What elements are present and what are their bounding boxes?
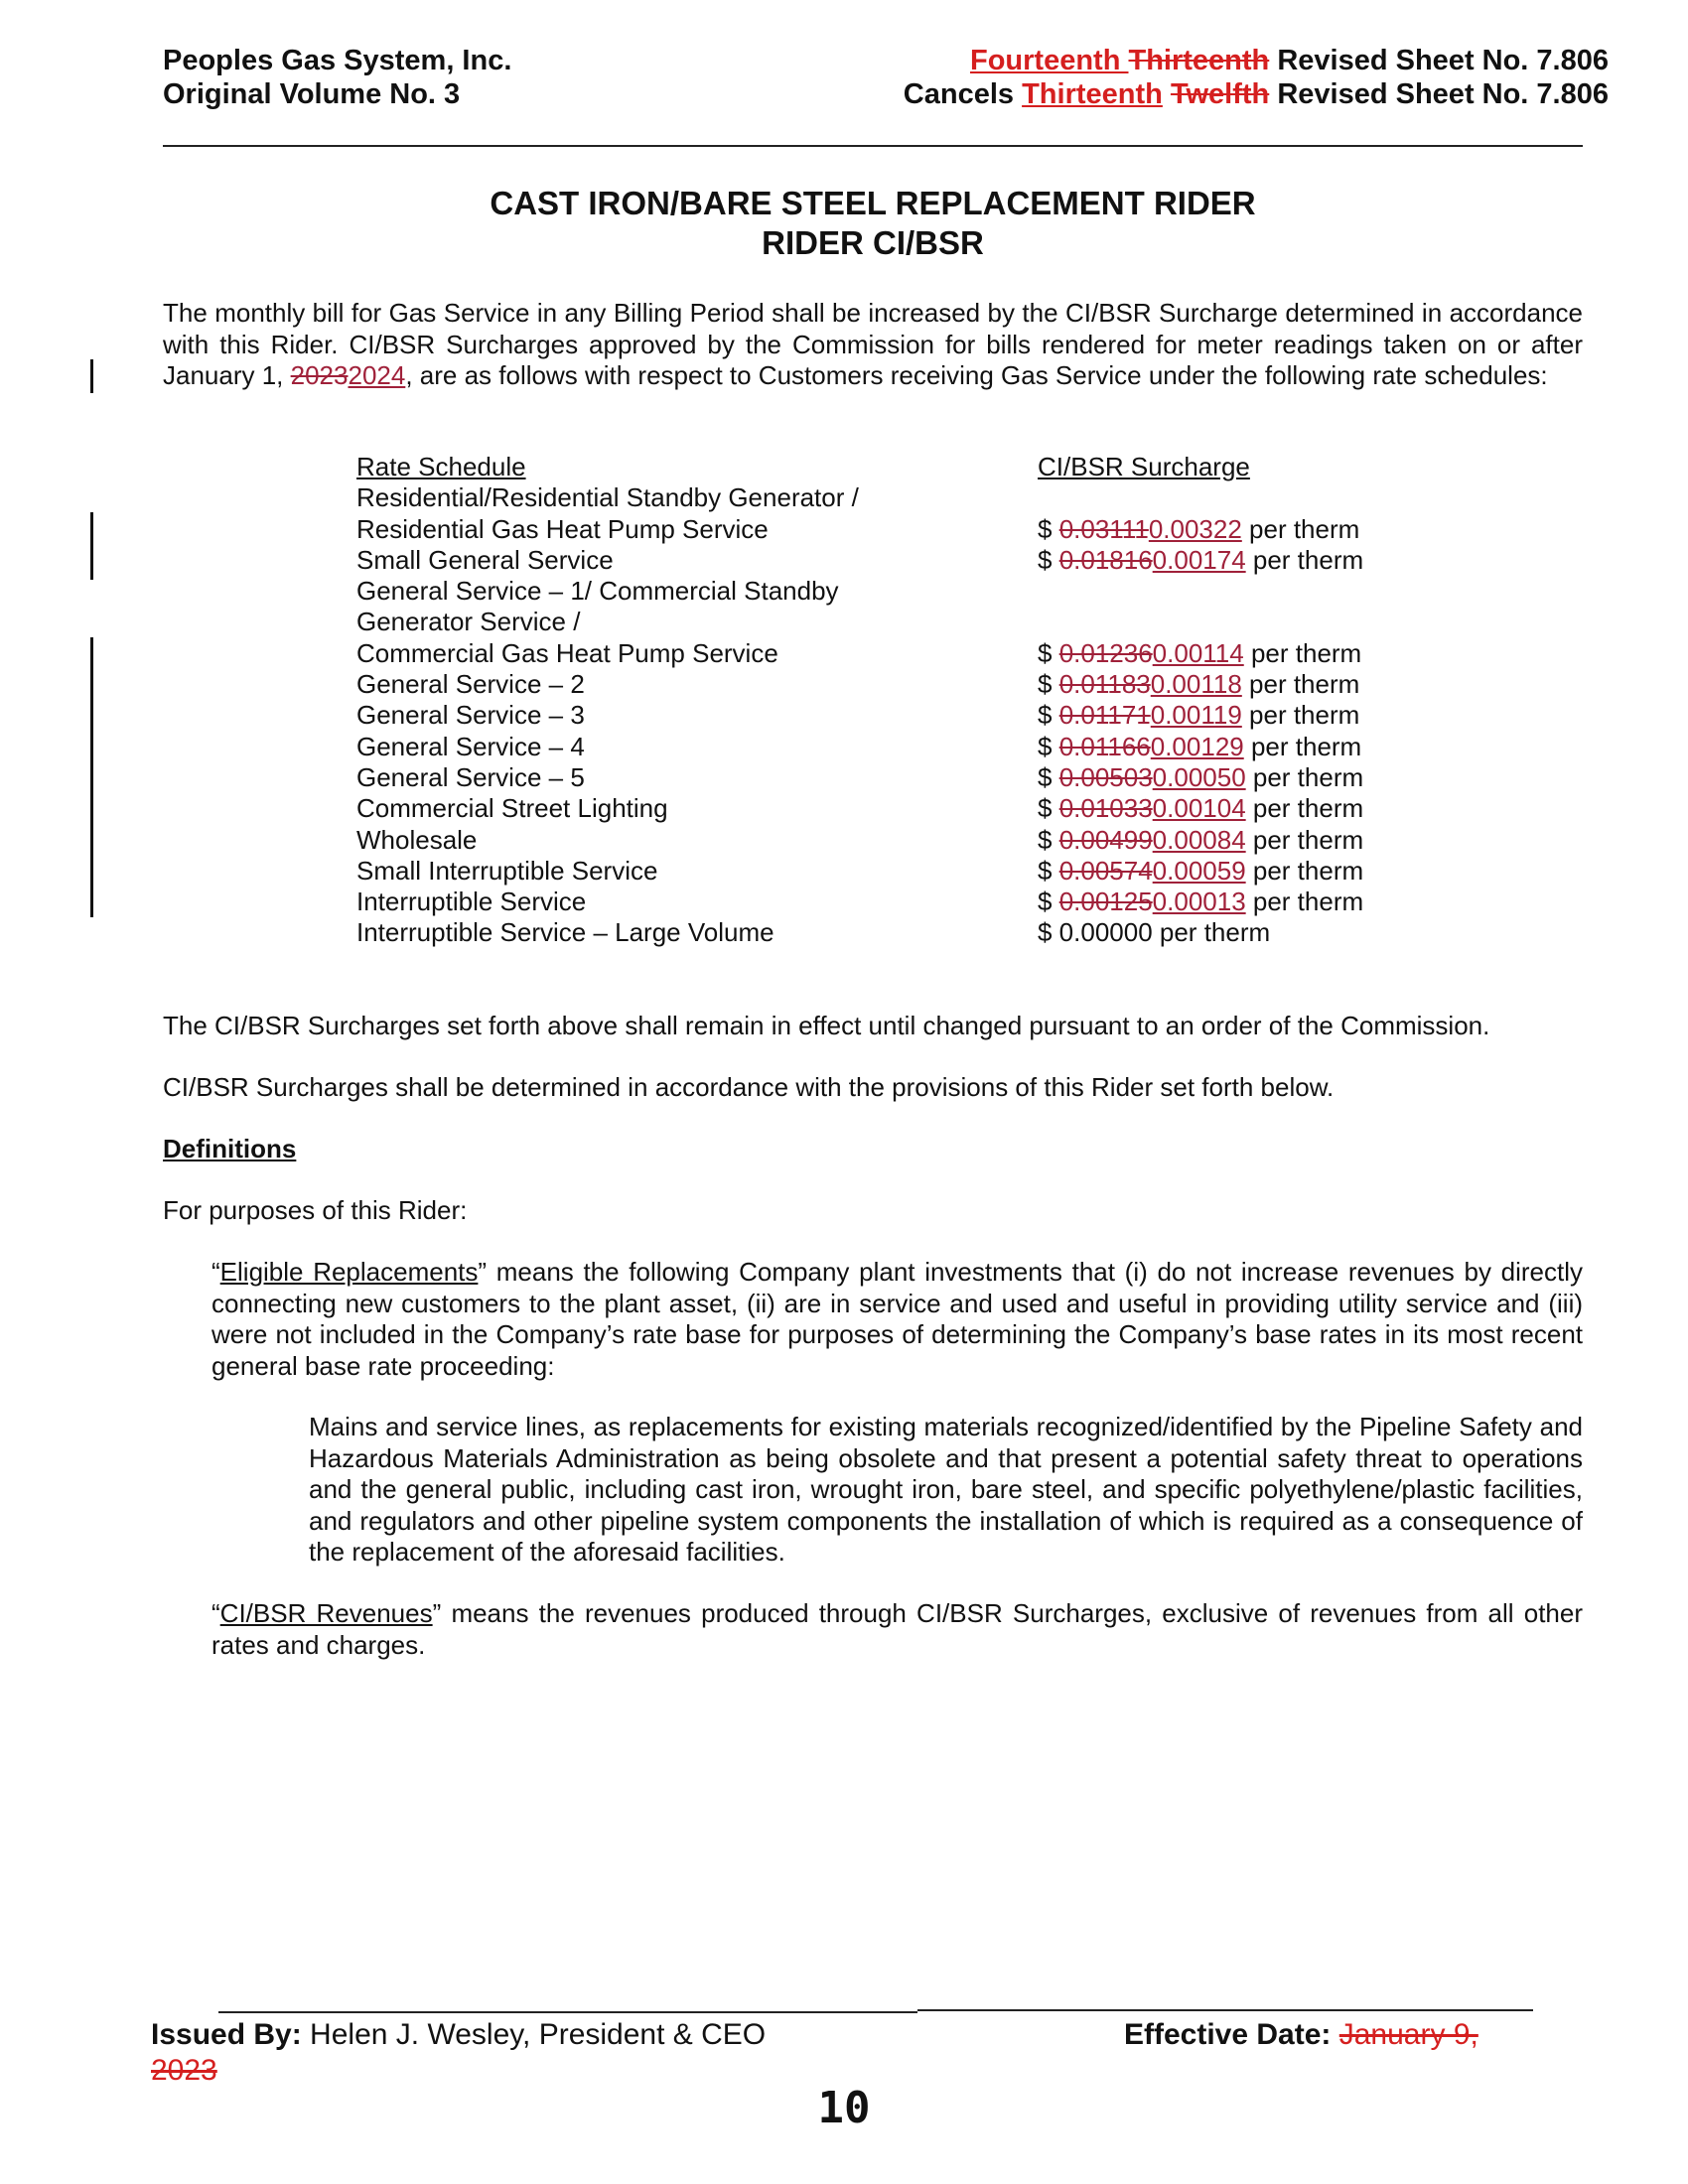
intro-text-2: , are as follows with respect to Customers receiving Gas Service under the following rate schedules: xyxy=(405,360,1548,390)
surcharge-new: 0.00118 xyxy=(1150,669,1242,700)
purposes-line: For purposes of this Rider: xyxy=(163,1195,468,1225)
page-title: CAST IRON/BARE STEEL REPLACEMENT RIDER xyxy=(490,185,1256,221)
surcharge-old: 0.01033 xyxy=(1058,793,1153,824)
surcharge-dollar: $ xyxy=(1038,793,1059,824)
sheet-number xyxy=(970,44,1609,77)
revenues-text: ” means the revenues produced through CI/BSR Surcharges, exclusive of revenues from all other rates and charges. xyxy=(211,1598,1583,1660)
surcharge-cell xyxy=(1038,669,1359,700)
revenues-term: CI/BSR Revenues xyxy=(219,1598,433,1628)
rate-schedule-cell: Small General Service xyxy=(356,544,614,575)
rate-schedule-cell: General Service – 1/ Commercial Standby xyxy=(356,576,839,607)
surcharge-cell xyxy=(1038,545,1363,576)
surcharge-unit: per therm xyxy=(1243,637,1362,668)
surcharge-old: 0.01166 xyxy=(1058,731,1151,761)
surcharge-unit: per therm xyxy=(1245,887,1364,917)
intro-paragraph xyxy=(163,298,1583,392)
surcharge-cell xyxy=(1038,793,1363,824)
rate-schedule-cell: General Service – 2 xyxy=(356,669,585,700)
cancels-inserted-ordinal: Thirteenth xyxy=(1022,78,1163,110)
sheet-deleted-ordinal: Thirteenth xyxy=(1128,45,1270,76)
rate-schedule-cell: Interruptible Service xyxy=(356,887,587,917)
eligible-term: Eligible Replacements xyxy=(219,1257,479,1287)
surcharge-new: 0.00174 xyxy=(1152,544,1246,575)
rate-schedule-cell: Residential/Residential Standby Generator / xyxy=(356,482,859,513)
surcharge-dollar: $ 0.00000 per therm xyxy=(1038,917,1271,948)
rate-schedule-cell: Residential Gas Heat Pump Service xyxy=(356,513,769,544)
rate-table-row xyxy=(356,482,1449,513)
page-subtitle: RIDER CI/BSR xyxy=(762,224,984,261)
revision-bar xyxy=(90,512,93,580)
surcharge-unit: per therm xyxy=(1241,700,1360,731)
rate-table-row xyxy=(356,576,1449,607)
determined-paragraph: CI/BSR Surcharges shall be determined in accordance with the provisions of this Rider set forth below. xyxy=(163,1072,1335,1102)
surcharge-dollar: $ xyxy=(1038,637,1059,668)
rate-table-row xyxy=(356,545,1449,576)
surcharge-dollar: $ xyxy=(1038,855,1059,886)
issued-name: Helen J. Wesley, President & CEO xyxy=(301,2018,767,2051)
rate-table-row xyxy=(356,917,1449,948)
surcharge-old: 0.00574 xyxy=(1058,855,1153,886)
effective-date xyxy=(1124,2017,1478,2053)
effective-date-deleted: January 9, xyxy=(1338,2018,1478,2051)
rate-schedule-cell: Wholesale xyxy=(356,824,478,855)
surcharge-new: 0.00129 xyxy=(1150,731,1244,761)
rate-schedule-cell: Small Interruptible Service xyxy=(356,855,658,886)
surcharge-dollar: $ xyxy=(1038,513,1059,544)
rate-schedule-cell: Commercial Gas Heat Pump Service xyxy=(356,637,778,668)
surcharge-cell xyxy=(1038,700,1359,731)
surcharge-unit: per therm xyxy=(1245,855,1364,886)
surcharge-dollar: $ xyxy=(1038,669,1059,700)
surcharge-unit: per therm xyxy=(1245,793,1364,824)
surcharge-new: 0.00084 xyxy=(1152,824,1246,855)
surcharge-cell xyxy=(1038,638,1361,669)
rate-schedule-cell: General Service – 5 xyxy=(356,761,585,792)
volume-number: Original Volume No. 3 xyxy=(163,78,461,110)
issued-by xyxy=(151,2017,766,2053)
surcharge-dollar: $ xyxy=(1038,887,1059,917)
surcharge-old: 0.01171 xyxy=(1058,700,1151,731)
surcharge-dollar: $ xyxy=(1038,544,1059,575)
page-number: 10 xyxy=(817,2083,871,2133)
surcharge-old: 0.01183 xyxy=(1058,669,1151,700)
col-rate-schedule: Rate Schedule xyxy=(356,452,526,481)
rate-table-row xyxy=(356,793,1449,824)
rate-table-row xyxy=(356,700,1449,731)
rate-table-row xyxy=(356,669,1449,700)
surcharge-old: 0.01236 xyxy=(1058,637,1153,668)
surcharge-cell xyxy=(1038,762,1363,793)
mains-paragraph: Mains and service lines, as replacements for existing materials recognized/identified by the Pipeline Safety and Hazardous Materials Administration as being obsolete and that present a potential safety threat to operations and the general public, including cast iron, wrought iron, bare steel, and specific polyethylene/plastic facilities, and regulators and other pipeline system components the installation of which is required as a consequence of the replacement of the aforesaid facilities. xyxy=(309,1412,1583,1567)
surcharge-new: 0.00059 xyxy=(1152,855,1246,886)
surcharge-cell xyxy=(1038,856,1363,887)
surcharge-dollar: $ xyxy=(1038,824,1059,855)
rate-schedule-cell: General Service – 4 xyxy=(356,731,585,761)
rate-schedule-cell: Commercial Street Lighting xyxy=(356,793,668,824)
eligible-open-quote: “ xyxy=(211,1257,220,1287)
revision-bar xyxy=(90,637,93,917)
surcharge-unit: per therm xyxy=(1241,669,1360,700)
company-name: Peoples Gas System, Inc. xyxy=(163,45,512,76)
cancels-prefix: Cancels xyxy=(903,78,1023,110)
surcharge-old: 0.00499 xyxy=(1058,824,1153,855)
footer-rule-right xyxy=(917,2009,1533,2011)
cancels-deleted-ordinal: Twelfth xyxy=(1170,78,1270,110)
surcharge-unit: per therm xyxy=(1245,544,1364,575)
issued-label: Issued By: xyxy=(151,2018,302,2051)
rate-table-row xyxy=(356,856,1449,887)
surcharge-unit: per therm xyxy=(1241,513,1360,544)
header-rule xyxy=(163,145,1583,147)
definitions-heading: Definitions xyxy=(163,1134,297,1163)
rate-schedule-cell: General Service – 3 xyxy=(356,700,585,731)
surcharge-unit: per therm xyxy=(1245,824,1364,855)
rate-schedule-cell: Interruptible Service – Large Volume xyxy=(356,917,774,948)
rate-table-row xyxy=(356,762,1449,793)
surcharge-new: 0.00322 xyxy=(1148,513,1242,544)
surcharge-old: 0.01816 xyxy=(1058,544,1153,575)
col-surcharge: CI/BSR Surcharge xyxy=(1038,452,1250,481)
eligible-replacements-definition xyxy=(211,1257,1583,1382)
surcharge-old: 0.03111 xyxy=(1058,513,1149,544)
effective-label: Effective Date: xyxy=(1124,2018,1339,2051)
surcharge-dollar: $ xyxy=(1038,761,1059,792)
surcharge-cell xyxy=(1038,514,1359,545)
revenues-open-quote: “ xyxy=(211,1598,220,1628)
surcharge-cell xyxy=(1038,917,1270,948)
surcharge-new: 0.00013 xyxy=(1152,887,1246,917)
rate-table-row xyxy=(356,887,1449,917)
intro-year-inserted: 2024 xyxy=(348,360,406,390)
cancels-sheet xyxy=(904,77,1609,111)
eligible-text: ” means the following Company plant investments that (i) do not increase revenues by directly connecting new customers to the plant asset, (ii) are in service and used and useful in providing utility service and (iii) were not included in the Company’s rate base for purposes of determining the Company’s base rates in its most recent general base rate proceeding: xyxy=(211,1257,1583,1381)
surcharge-old: 0.00503 xyxy=(1058,761,1153,792)
surcharge-old: 0.00125 xyxy=(1058,887,1153,917)
surcharge-dollar: $ xyxy=(1038,731,1059,761)
surcharge-new: 0.00114 xyxy=(1152,637,1244,668)
sheet-rest: Revised Sheet No. 7.806 xyxy=(1269,45,1609,76)
surcharge-unit: per therm xyxy=(1245,761,1364,792)
surcharge-new: 0.00050 xyxy=(1152,761,1246,792)
rate-table-row xyxy=(356,732,1449,762)
rate-table-row xyxy=(356,638,1449,669)
rate-table-row xyxy=(356,825,1449,856)
footer-rule-left xyxy=(218,2011,917,2013)
revision-bar xyxy=(90,359,93,393)
rate-table-row xyxy=(356,514,1449,545)
rate-schedule-cell: Generator Service / xyxy=(356,607,581,637)
revenues-definition xyxy=(211,1598,1583,1661)
intro-year-deleted: 2023 xyxy=(290,360,349,390)
effective-year-deleted: 2023 xyxy=(151,2054,217,2087)
rate-table-header xyxy=(356,452,1449,482)
cancels-rest: Revised Sheet No. 7.806 xyxy=(1269,78,1609,110)
sheet-inserted-ordinal: Fourteenth xyxy=(970,45,1129,76)
rate-table-row xyxy=(356,607,1449,637)
effect-paragraph: The CI/BSR Surcharges set forth above shall remain in effect until changed pursuant to an order of the Commission. xyxy=(163,1011,1490,1040)
cancels-space xyxy=(1163,78,1171,110)
surcharge-new: 0.00104 xyxy=(1152,793,1246,824)
intro-text-1: The monthly bill for Gas Service in any Billing Period shall be increased by the CI/BSR Surcharge determined in accordance with this Rider. CI/BSR Surcharges approved by the Commission for bills rendered for meter readings taken on or after January 1, xyxy=(163,298,1583,390)
surcharge-cell xyxy=(1038,887,1363,917)
surcharge-dollar: $ xyxy=(1038,700,1059,731)
surcharge-new: 0.00119 xyxy=(1150,700,1242,731)
surcharge-cell xyxy=(1038,732,1361,762)
surcharge-cell xyxy=(1038,825,1363,856)
rate-table-body xyxy=(356,482,1449,948)
rate-table xyxy=(356,452,1449,949)
surcharge-unit: per therm xyxy=(1243,731,1362,761)
